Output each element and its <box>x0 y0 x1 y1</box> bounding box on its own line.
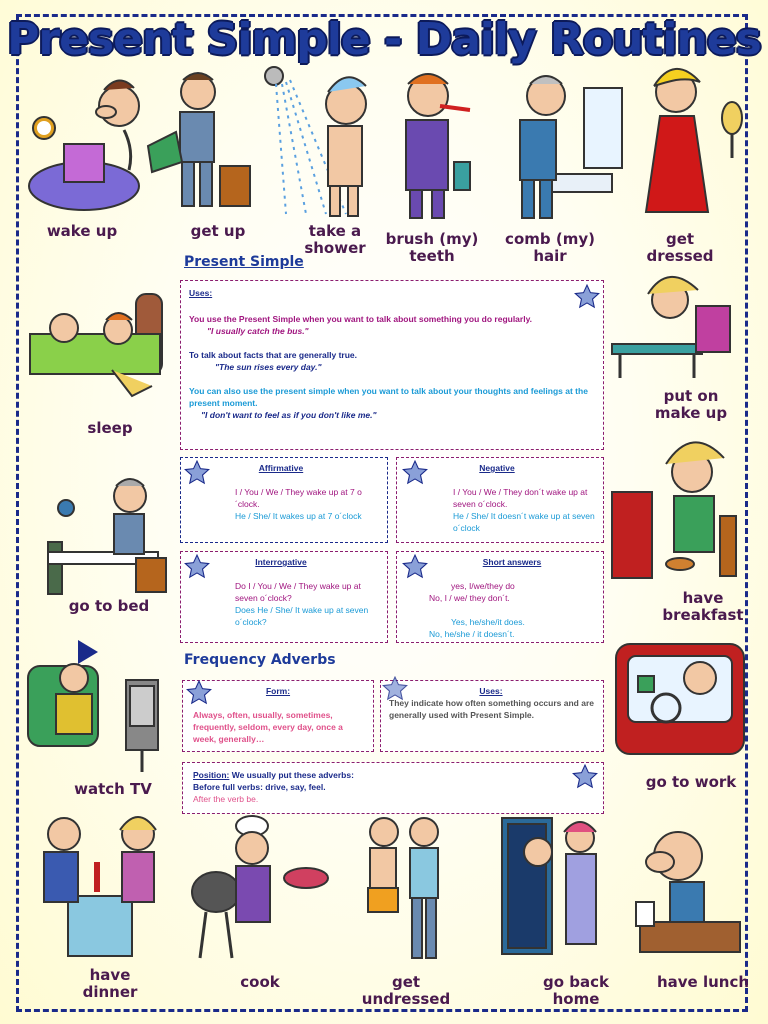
cook-picture <box>186 812 332 962</box>
star-icon <box>184 460 210 486</box>
go-back-home-label-line1: go back <box>543 973 609 991</box>
comb-hair-label-line2: hair <box>533 247 567 265</box>
interrogative-line1: Do I / You / We / They wake up at seven o´clock? <box>235 581 361 603</box>
get-dressed-label-line2: dressed <box>646 247 714 265</box>
get-dressed-label-line1: get <box>665 230 695 248</box>
short-answer-1: yes, I/we/they do <box>451 581 515 591</box>
go-back-home-label-line2: home <box>552 990 600 1008</box>
have-breakfast-picture <box>610 432 746 584</box>
sleep-picture <box>26 284 166 400</box>
position-text: We usually put these adverbs: <box>229 770 354 780</box>
present-simple-heading: Present Simple <box>184 254 304 270</box>
star-icon <box>382 676 408 702</box>
take-a-shower-label-line1: take a <box>308 222 362 240</box>
interrogative-box <box>180 551 388 643</box>
star-icon <box>574 284 600 310</box>
take-a-shower-picture <box>256 64 386 224</box>
affirmative-heading: Affirmative <box>258 463 304 473</box>
position-line <box>193 769 354 781</box>
have-breakfast-label-line1: have <box>682 589 724 607</box>
get-undressed-label-line2: undressed <box>361 990 451 1008</box>
have-breakfast-label-line2: breakfast <box>662 606 744 624</box>
go-to-work-picture <box>614 634 748 764</box>
watch-tv-label: watch TV <box>74 780 152 798</box>
negative-line1: I / You / We / They don´t wake up at seven o´clock. <box>453 487 588 509</box>
interrogative-heading: Interrogative <box>255 557 307 567</box>
get-undressed-picture <box>344 812 464 962</box>
go-to-bed-picture <box>38 472 178 596</box>
have-dinner-picture <box>28 810 172 960</box>
negative-line2: He / She/ It doesn´t wake up at seven o´clock <box>453 511 595 533</box>
interrogative-line2: Does He / She/ It wake up at seven o´clock? <box>235 605 369 627</box>
uses-label: Uses: <box>189 288 213 298</box>
affirmative-line2: He / She/ It wakes up at 7 o´clock <box>235 511 362 521</box>
use-regularly-example: "I usually catch the bus." <box>207 326 309 336</box>
frequency-uses-text: They indicate how often something occurs and are generally used with Present Simple. <box>389 698 594 720</box>
use-facts-text: To talk about facts that are generally true. <box>189 350 357 360</box>
put-on-makeup-picture <box>610 266 746 382</box>
use-feelings-example: "I don't want to feel as if you don't like me." <box>201 410 377 420</box>
position-before: Before full verbs: drive, say, feel. <box>193 782 326 792</box>
short-answer-4: No, he/she / it doesn´t. <box>429 629 515 639</box>
star-icon <box>572 764 598 790</box>
position-after: After the verb be. <box>193 794 259 804</box>
sleep-label: sleep <box>87 419 133 437</box>
comb-hair-picture <box>486 66 626 222</box>
put-on-makeup-label-line1: put on <box>663 387 719 405</box>
use-feelings-text: You can also use the present simple when you want to talk about your thoughts and feelings at the present moment. <box>189 386 588 408</box>
uses-box <box>180 280 604 450</box>
take-a-shower-label-line2: shower <box>304 239 366 257</box>
watch-tv-picture <box>26 636 166 776</box>
go-to-bed-label: go to bed <box>68 597 150 615</box>
star-icon <box>186 680 212 706</box>
have-lunch-label: have lunch <box>656 973 750 991</box>
have-dinner-label-line2: dinner <box>82 983 138 1001</box>
star-icon <box>402 460 428 486</box>
short-answers-heading: Short answers <box>482 557 542 567</box>
form-label: Form: <box>265 686 291 696</box>
frequency-adverbs-heading: Frequency Adverbs <box>184 652 336 668</box>
go-back-home-picture <box>498 812 620 962</box>
cook-label: cook <box>240 973 280 991</box>
brush-teeth-label-line1: brush (my) <box>385 230 479 248</box>
put-on-makeup-label-line2: make up <box>654 404 728 422</box>
affirmative-box <box>180 457 388 543</box>
wake-up-label: wake up <box>46 222 118 240</box>
frequency-uses-label: Uses: <box>479 686 503 696</box>
get-dressed-picture <box>626 62 750 222</box>
form-text: Always, often, usually, sometimes, frequently, seldom, every day, once a week, generally… <box>193 710 343 744</box>
frequency-uses-box <box>380 680 604 752</box>
negative-heading: Negative <box>479 463 515 473</box>
star-icon <box>402 554 428 580</box>
use-regularly-text: You use the Present Simple when you want to talk about something you do regularly. <box>189 314 533 324</box>
have-dinner-label-line1: have <box>89 966 131 984</box>
short-answer-2: No, I / we/ they don´t. <box>429 593 510 603</box>
get-up-label: get up <box>190 222 246 240</box>
affirmative-line1: I / You / We / They wake up at 7 o´clock. <box>235 487 362 509</box>
position-label: Position: <box>193 770 230 780</box>
have-lunch-picture <box>630 812 746 962</box>
page-title: Present Simple - Daily Routines <box>7 14 761 65</box>
brush-teeth-label-line2: teeth <box>409 247 455 265</box>
get-up-picture <box>138 66 258 216</box>
go-to-work-label: go to work <box>645 773 737 791</box>
short-answer-3: Yes, he/she/it does. <box>451 617 525 627</box>
position-box <box>182 762 604 814</box>
star-icon <box>184 554 210 580</box>
brush-teeth-picture <box>382 66 482 222</box>
use-facts-example: "The sun rises every day." <box>215 362 322 372</box>
get-undressed-label-line1: get <box>391 973 421 991</box>
wake-up-picture <box>24 66 144 216</box>
comb-hair-label-line1: comb (my) <box>505 230 595 248</box>
